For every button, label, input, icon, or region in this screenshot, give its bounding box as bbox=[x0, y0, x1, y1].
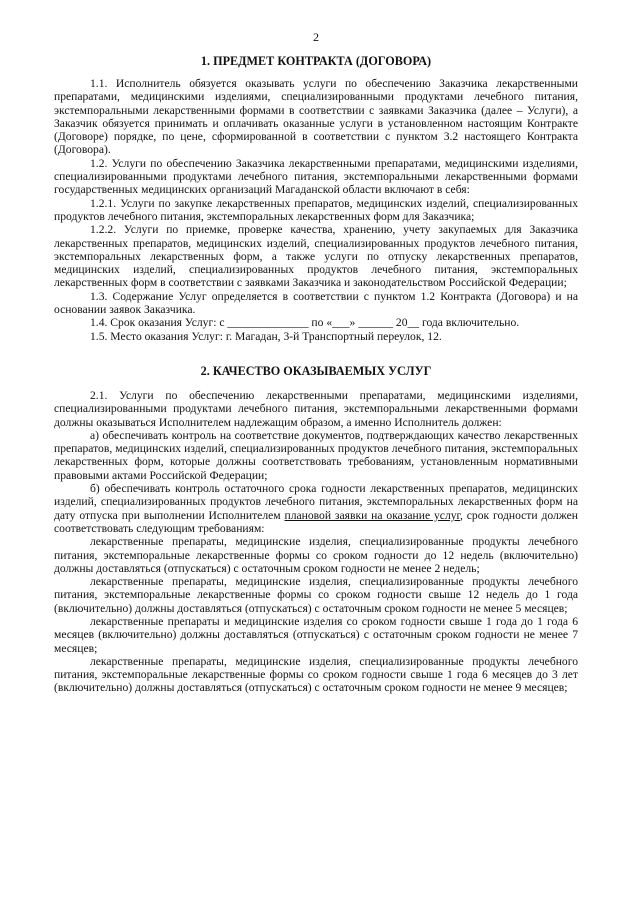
clause-2-1-b-underlined: плановой заявки на оказание услуг bbox=[284, 508, 460, 522]
requirement-item: лекарственные препараты и медицинские изделия со сроком годности свыше 1 года до 1 года 6 месяцев (включительно) должны доставляться (отпускаться) с остаточным сроком годности не менее 7 месяцев; bbox=[54, 614, 578, 655]
requirement-item: лекарственные препараты, медицинские изделия, специализированные продукты лечебного питания, экстемпоральные лекарственные формы со сроком годности свыше 1 года 6 месяцев до 3 лет (включительно) должны доставляться (отпускаться) с остаточным сроком годности не менее 9 месяцев; bbox=[54, 654, 578, 695]
clause-2-1-b-start: б) обеспечивать контроль остаточного срока годности лекарственных препаратов, медицинских изделий, специализированных продуктов лечебного питания, экстемпоральных лекарственных форм на дату отпуска при выполнении Исполнителем bbox=[54, 482, 578, 522]
page-number: 2 bbox=[313, 30, 319, 44]
clause-1-1: 1.1. Исполнитель обязуется оказывать услуги по обеспечению Заказчика лекарственными препаратами, медицинскими изделиями, специализированными продуктами лечебного питания, экстемпоральными лекарственными формами в соответствии с заявками Заказчика (далее – Услуги), а Заказчик обязуется принимать и оплачивать оказанные услуги в установленном настоящим Контракте (Договоре) порядке, по цене, сформированной в соответствии с пунктом 3.2 настоящего Контракта (Договора). bbox=[54, 77, 578, 157]
section-1-title: 1. ПРЕДМЕТ КОНТРАКТА (ДОГОВОРА) bbox=[200, 54, 432, 68]
clause-1-2: 1.2. Услуги по обеспечению Заказчика лекарственными препаратами, медицинскими изделиями, специализированными продуктами лечебного питания, экстемпоральными лекарственными формами государственных медицинских организаций Магаданской области включают в себя: bbox=[54, 156, 578, 197]
clause-1-2-1: 1.2.1. Услуги по закупке лекарственных препаратов, медицинских изделий, специализированных продуктов лечебного питания, экстемпоральных лекарственных форм для Заказчика; bbox=[54, 196, 578, 223]
clause-2-1-a: а) обеспечивать контроль на соответствие документов, подтверждающих качество лекарственных препаратов, медицинских изделий, специализированных продуктов лечебного питания, экстемпоральных лекарственных форм, которые должны соответствовать требованиям, установленным нормативными правовыми актами Российской Федерации; bbox=[54, 428, 578, 482]
clause-2-1: 2.1. Услуги по обеспечению лекарственными препаратами, медицинскими изделиями, специализированными продуктами лечебного питания, экстемпоральными лекарственными формами должны оказываться Исполнителем надлежащим образом, а именно Исполнитель должен: bbox=[54, 388, 578, 429]
clause-1-5: 1.5. Место оказания Услуг: г. Магадан, 3-й Транспортный переулок, 12. bbox=[90, 329, 442, 343]
section-2-title: 2. КАЧЕСТВО ОКАЗЫВАЕМЫХ УСЛУГ bbox=[200, 363, 432, 378]
clause-1-3: 1.3. Содержание Услуг определяется в соответствии с пунктом 1.2 Контракта (Договора) и на основании заявок Заказчика. bbox=[54, 289, 578, 317]
clause-2-1-b bbox=[54, 482, 578, 535]
requirement-item: лекарственные препараты, медицинские изделия, специализированные продукты лечебного питания, экстемпоральные лекарственные формы со сроком годности свыше 12 недель до 1 года (включительно) должны доставляться (отпускаться) с остаточным сроком годности не менее 5 месяцев; bbox=[54, 575, 578, 615]
clause-1-4: 1.4. Срок оказания Услуг: с ______________ по «___» ______ 20__ года включительно. bbox=[90, 316, 520, 330]
clause-2-1-b-end: , срок годности должен соответствовать следующим требованиям: bbox=[54, 508, 579, 535]
requirement-item: лекарственные препараты, медицинские изделия, специализированные продукты лечебного питания, экстемпоральные лекарственные формы со сроком годности до 12 недель (включительно) должны доставляться (отпускаться) с остаточным сроком годности не менее 2 недель; bbox=[54, 535, 578, 575]
clause-1-2-2: 1.2.2. Услуги по приемке, проверке качества, хранению, учету закупаемых для Заказчика лекарственных препаратов, медицинских изделий, специализированных продуктов лечебного питания, экстемпоральных лекарственных форм, а также услуги по отпуску лекарственных препаратов, медицинских изделий, специализированных продуктов лечебного питания, экстемпоральных лекарственных форм в соответствии с заявками Заказчика и законодательством Российской Федерации; bbox=[54, 223, 578, 290]
